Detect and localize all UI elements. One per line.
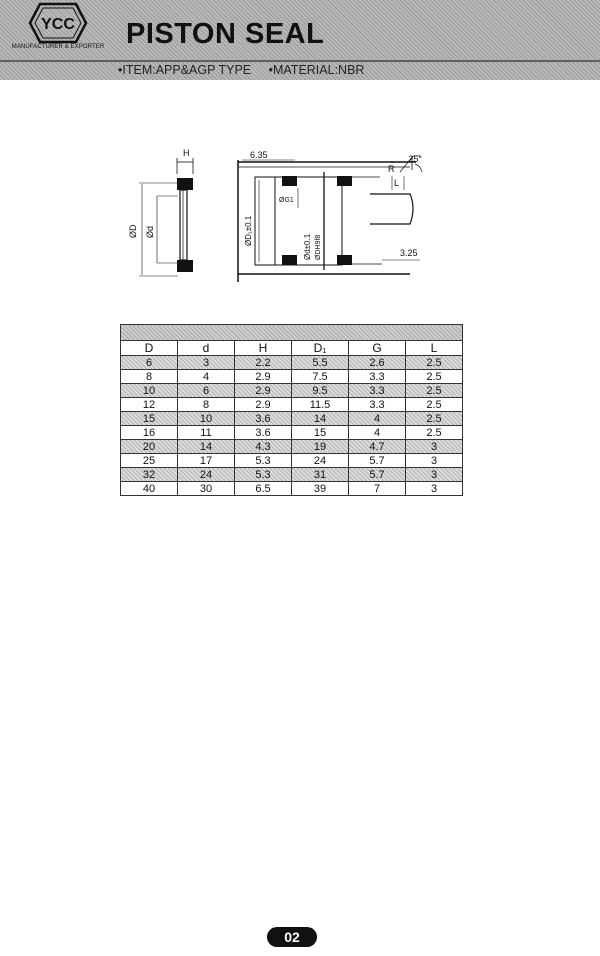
table-cell: 3	[406, 482, 463, 496]
table-cell: 31	[292, 468, 349, 482]
table-cell: 11.5	[292, 398, 349, 412]
table-cell: 4.7	[349, 440, 406, 454]
table-cell: 3	[406, 468, 463, 482]
label-od1: ØD₁±0.1	[244, 215, 253, 246]
table-header-row	[121, 341, 463, 356]
table-cell: 14	[292, 412, 349, 426]
piston-seal-dimensions-table	[120, 324, 463, 496]
table-row	[121, 440, 463, 454]
table-cell: 7	[349, 482, 406, 496]
label-h: H	[183, 148, 190, 158]
table-row	[121, 356, 463, 370]
table-cell: 2.5	[406, 412, 463, 426]
label-r: R	[388, 164, 395, 174]
label-odh9f8: ØDH9f8	[315, 234, 322, 260]
column-header: D₁	[292, 341, 349, 356]
table-cell: 3	[178, 356, 235, 370]
label-angle: 25°	[408, 154, 422, 164]
table-cell: 4	[349, 426, 406, 440]
table-cell: 24	[178, 468, 235, 482]
table-cell: 2.9	[235, 398, 292, 412]
table-cell: 2.9	[235, 370, 292, 384]
logo-text: YCC	[41, 16, 75, 33]
column-header: D	[121, 341, 178, 356]
header-subtitle	[118, 63, 364, 77]
label-od-tol: Ød±0.1	[303, 233, 312, 260]
table-cell: 6.5	[235, 482, 292, 496]
table-cell: 25	[121, 454, 178, 468]
table-cell: 16	[121, 426, 178, 440]
table-cell: 19	[292, 440, 349, 454]
material-label: •MATERIAL:NBR	[268, 63, 365, 77]
table-cell: 5.7	[349, 468, 406, 482]
label-od-inner: Ød	[145, 225, 155, 238]
table-cell: 20	[121, 440, 178, 454]
table-cell: 39	[292, 482, 349, 496]
table-cell: 5.3	[235, 468, 292, 482]
table-row	[121, 454, 463, 468]
table-cell: 2.5	[406, 398, 463, 412]
table-cell: 2.6	[349, 356, 406, 370]
table-cell: 4	[349, 412, 406, 426]
table-cell: 6	[121, 356, 178, 370]
label-325: 3.25	[400, 248, 418, 258]
table-cell: 5.5	[292, 356, 349, 370]
table-cell: 24	[292, 454, 349, 468]
groove-assembly	[238, 150, 422, 282]
table-row	[121, 384, 463, 398]
label-od: ØD	[128, 224, 138, 238]
table-row	[121, 468, 463, 482]
table-title-bar	[121, 325, 463, 341]
table-cell: 40	[121, 482, 178, 496]
table-row	[121, 412, 463, 426]
header-divider	[0, 60, 600, 62]
table-cell: 10	[121, 384, 178, 398]
label-l: L	[394, 178, 400, 188]
table-cell: 2.5	[406, 384, 463, 398]
table-cell: 14	[178, 440, 235, 454]
logo-subtitle: MANUFACTURER & EXPORTER	[11, 44, 105, 50]
table-cell: 3.3	[349, 370, 406, 384]
table-cell: 2.2	[235, 356, 292, 370]
table-cell: 2.5	[406, 426, 463, 440]
seal-diagram	[120, 142, 430, 287]
column-header: d	[178, 341, 235, 356]
table-cell: 2.5	[406, 370, 463, 384]
table-cell: 5.3	[235, 454, 292, 468]
table-cell: 4.3	[235, 440, 292, 454]
page-number-badge: 02	[267, 927, 317, 947]
table-cell: 32	[121, 468, 178, 482]
table-cell: 15	[292, 426, 349, 440]
page-title: PISTON SEAL	[126, 18, 325, 50]
table-row	[121, 398, 463, 412]
table-cell: 3	[406, 454, 463, 468]
table-cell: 30	[178, 482, 235, 496]
label-635: 6.35	[250, 150, 268, 160]
logo-hexagon-icon	[28, 2, 88, 44]
table-row	[121, 426, 463, 440]
table-cell: 5.7	[349, 454, 406, 468]
seal-profile	[128, 148, 193, 276]
table-row	[121, 370, 463, 384]
table-cell: 4	[178, 370, 235, 384]
label-og1: ØG1	[279, 197, 294, 204]
item-type-label: •ITEM:APP&AGP TYPE	[118, 63, 252, 77]
table-cell: 6	[178, 384, 235, 398]
table-cell: 3.6	[235, 426, 292, 440]
table-cell: 3.3	[349, 384, 406, 398]
table-cell: 3	[406, 440, 463, 454]
column-header: L	[406, 341, 463, 356]
header-banner	[0, 0, 600, 80]
table-cell: 15	[121, 412, 178, 426]
table-cell: 8	[121, 370, 178, 384]
table-cell: 3.6	[235, 412, 292, 426]
table-cell: 11	[178, 426, 235, 440]
table-cell: 12	[121, 398, 178, 412]
column-header: H	[235, 341, 292, 356]
table-cell: 2.5	[406, 356, 463, 370]
table-cell: 9.5	[292, 384, 349, 398]
table-row	[121, 482, 463, 496]
column-header: G	[349, 341, 406, 356]
table-cell: 8	[178, 398, 235, 412]
table-cell: 2.9	[235, 384, 292, 398]
table-cell: 10	[178, 412, 235, 426]
company-logo	[6, 2, 110, 54]
table-cell: 3.3	[349, 398, 406, 412]
table-cell: 17	[178, 454, 235, 468]
table-cell: 7.5	[292, 370, 349, 384]
